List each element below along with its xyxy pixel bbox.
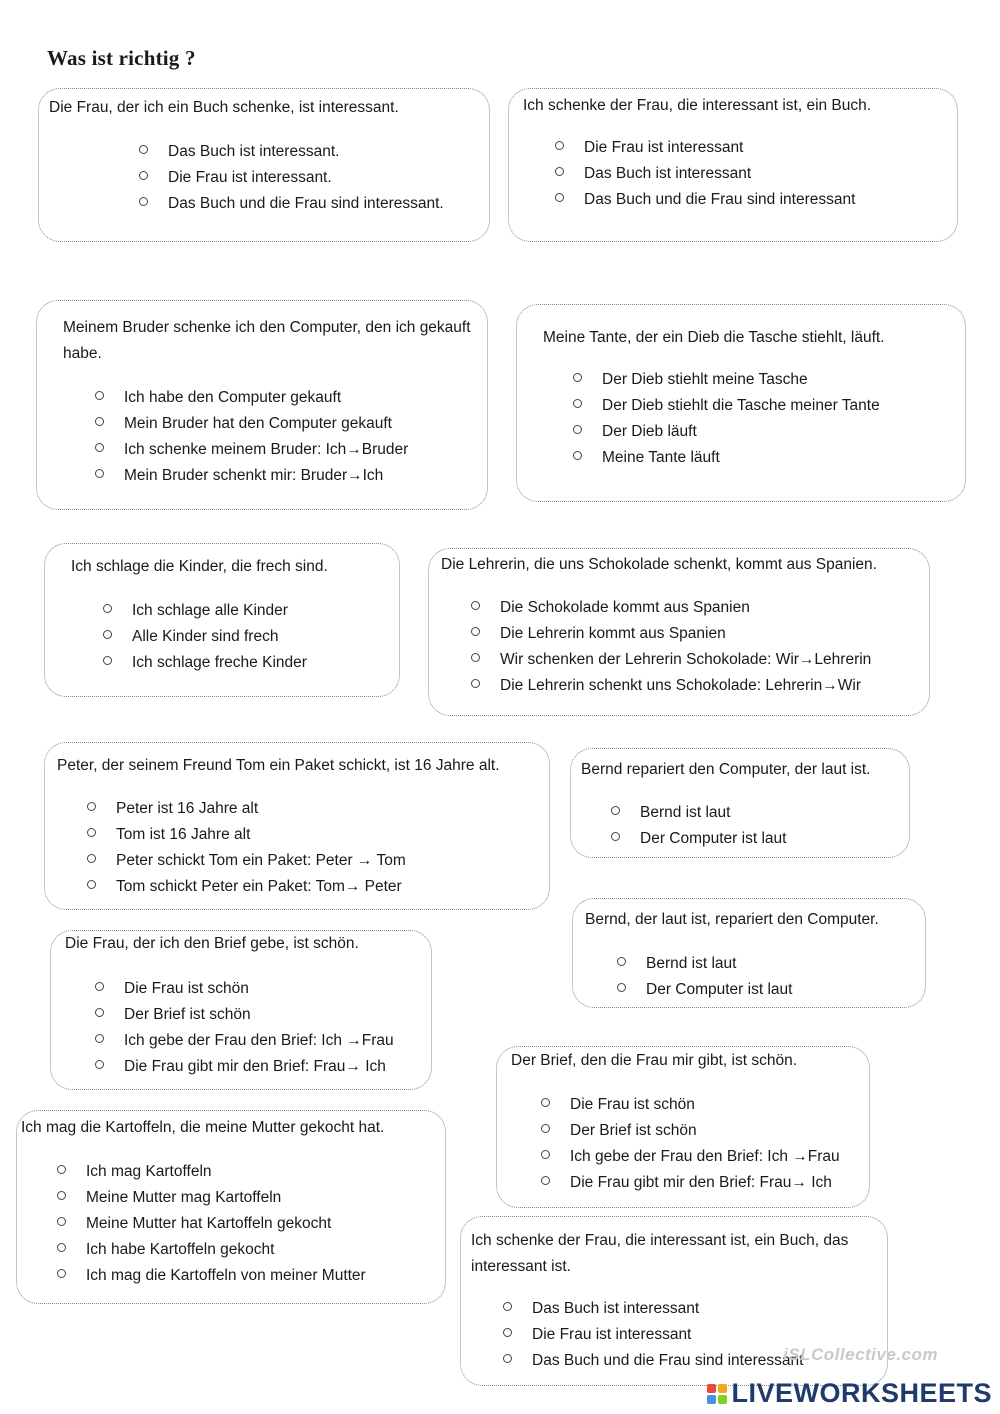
radio-circle-icon[interactable] [103, 656, 112, 665]
radio-circle-icon[interactable] [103, 630, 112, 639]
option-label: Das Buch ist interessant. [168, 143, 340, 160]
radio-circle-icon[interactable] [573, 373, 582, 382]
answer-option[interactable] [57, 1263, 366, 1289]
answer-option[interactable] [471, 621, 871, 647]
question-text: Ich schenke der Frau, die interessant ist, ein Buch, das interessant ist. [471, 1232, 849, 1275]
option-label: Die Frau ist interessant [584, 139, 744, 156]
answer-option[interactable] [95, 385, 408, 411]
option-label: Die Frau ist interessant [532, 1326, 692, 1343]
option-list [139, 139, 444, 217]
option-label: Ich schenke meinem Bruder: Ich→Bruder [124, 441, 409, 458]
radio-circle-icon[interactable] [103, 604, 112, 613]
radio-circle-icon[interactable] [95, 1034, 104, 1043]
watermark: iSLCollective.com [783, 1345, 938, 1364]
radio-circle-icon[interactable] [611, 832, 620, 841]
question-card [516, 304, 966, 502]
radio-circle-icon[interactable] [471, 627, 480, 636]
option-label: Das Buch ist interessant [532, 1300, 700, 1317]
answer-option[interactable] [617, 977, 792, 1003]
answer-option[interactable] [573, 445, 880, 471]
question-text: Ich mag die Kartoffeln, die meine Mutter gekocht hat. [21, 1119, 385, 1136]
answer-option[interactable] [95, 1002, 394, 1028]
answer-option[interactable] [471, 647, 871, 673]
question-text: Ich schlage die Kinder, die frech sind. [71, 558, 328, 575]
question-card [50, 930, 432, 1090]
logo-square-3 [707, 1395, 716, 1404]
radio-circle-icon[interactable] [617, 983, 626, 992]
question-card [508, 88, 958, 242]
question-text: Die Frau, der ich den Brief gebe, ist schön. [65, 935, 359, 952]
option-list [57, 1159, 366, 1289]
question-card [572, 898, 926, 1008]
option-label: Die Lehrerin schenkt uns Schokolade: Lehrerin→Wir [500, 677, 861, 694]
question-card [570, 748, 910, 858]
option-label: Tom schickt Peter ein Paket: Tom→ Peter [116, 878, 402, 895]
answer-option[interactable] [503, 1322, 803, 1348]
option-label: Der Dieb läuft [602, 423, 697, 440]
option-list [503, 1296, 803, 1374]
answer-option[interactable] [95, 976, 394, 1002]
question-text: Der Brief, den die Frau mir gibt, ist schön. [511, 1052, 798, 1069]
option-label: Die Frau ist schön [570, 1096, 695, 1113]
answer-option[interactable] [139, 191, 444, 217]
option-label: Ich habe den Computer gekauft [124, 389, 342, 406]
answer-option[interactable] [103, 598, 307, 624]
option-label: Der Brief ist schön [124, 1006, 251, 1023]
option-label: Peter ist 16 Jahre alt [116, 800, 259, 817]
question-card [44, 543, 400, 697]
question-card [44, 742, 550, 910]
option-label: Das Buch ist interessant [584, 165, 752, 182]
radio-circle-icon[interactable] [95, 1008, 104, 1017]
radio-circle-icon[interactable] [617, 957, 626, 966]
option-label: Der Brief ist schön [570, 1122, 697, 1139]
option-label: Die Lehrerin kommt aus Spanien [500, 625, 726, 642]
option-label: Die Frau ist schön [124, 980, 249, 997]
logo-square-2 [718, 1384, 727, 1393]
radio-circle-icon[interactable] [57, 1217, 66, 1226]
radio-circle-icon[interactable] [57, 1191, 66, 1200]
option-list [87, 796, 406, 900]
radio-circle-icon[interactable] [87, 802, 96, 811]
option-list [471, 595, 871, 699]
radio-circle-icon[interactable] [95, 1060, 104, 1069]
answer-option[interactable] [57, 1159, 366, 1185]
radio-circle-icon[interactable] [541, 1176, 550, 1185]
option-label: Ich habe Kartoffeln gekocht [86, 1241, 275, 1258]
answer-option[interactable] [611, 826, 786, 852]
answer-option[interactable] [103, 624, 307, 650]
radio-circle-icon[interactable] [573, 425, 582, 434]
question-text: Peter, der seinem Freund Tom ein Paket schickt, ist 16 Jahre alt. [57, 757, 500, 774]
option-label: Die Frau gibt mir den Brief: Frau→ Ich [570, 1174, 832, 1191]
option-list [103, 598, 307, 676]
option-label: Meine Tante läuft [602, 449, 720, 466]
brand-logo-icon [707, 1384, 727, 1404]
answer-option[interactable] [555, 135, 855, 161]
option-list [573, 367, 880, 471]
answer-option[interactable] [57, 1211, 366, 1237]
answer-option[interactable] [555, 161, 855, 187]
answer-option[interactable] [95, 1054, 394, 1080]
option-label: Meine Mutter mag Kartoffeln [86, 1189, 282, 1206]
option-label: Der Dieb stiehlt meine Tasche [602, 371, 808, 388]
brand-name: LIVEWORKSHEETS [731, 1378, 992, 1408]
radio-circle-icon[interactable] [555, 167, 564, 176]
radio-circle-icon[interactable] [87, 854, 96, 863]
option-label: Meine Mutter hat Kartoffeln gekocht [86, 1215, 332, 1232]
answer-option[interactable] [555, 187, 855, 213]
option-label: Ich mag die Kartoffeln von meiner Mutter [86, 1267, 366, 1284]
answer-option[interactable] [573, 419, 880, 445]
answer-option[interactable] [471, 595, 871, 621]
question-text: Die Frau, der ich ein Buch schenke, ist interessant. [49, 99, 399, 116]
answer-option[interactable] [87, 848, 406, 874]
answer-option[interactable] [541, 1144, 840, 1170]
question-card [496, 1046, 870, 1208]
radio-circle-icon[interactable] [471, 653, 480, 662]
radio-circle-icon[interactable] [541, 1098, 550, 1107]
answer-option[interactable] [95, 437, 408, 463]
answer-option[interactable] [611, 800, 786, 826]
question-text: Bernd, der laut ist, repariert den Computer. [585, 911, 879, 928]
answer-option[interactable] [503, 1348, 803, 1374]
radio-circle-icon[interactable] [139, 145, 148, 154]
option-label: Ich schlage alle Kinder [132, 602, 288, 619]
option-label: Das Buch und die Frau sind interessant. [168, 195, 444, 212]
option-label: Mein Bruder hat den Computer gekauft [124, 415, 392, 432]
radio-circle-icon[interactable] [503, 1354, 512, 1363]
radio-circle-icon[interactable] [471, 601, 480, 610]
question-text: Die Lehrerin, die uns Schokolade schenkt, kommt aus Spanien. [441, 556, 877, 573]
answer-option[interactable] [503, 1296, 803, 1322]
option-label: Die Frau gibt mir den Brief: Frau→ Ich [124, 1058, 386, 1075]
question-text: Bernd repariert den Computer, der laut ist. [581, 761, 871, 778]
radio-circle-icon[interactable] [541, 1124, 550, 1133]
answer-option[interactable] [95, 463, 408, 489]
option-label: Mein Bruder schenkt mir: Bruder→Ich [124, 467, 384, 484]
answer-option[interactable] [573, 367, 880, 393]
answer-option[interactable] [87, 796, 406, 822]
radio-circle-icon[interactable] [95, 417, 104, 426]
question-card [16, 1110, 446, 1304]
option-label: Bernd ist laut [646, 955, 737, 972]
radio-circle-icon[interactable] [139, 197, 148, 206]
radio-circle-icon[interactable] [87, 880, 96, 889]
radio-circle-icon[interactable] [87, 828, 96, 837]
option-label: Tom ist 16 Jahre alt [116, 826, 251, 843]
answer-option[interactable] [139, 139, 444, 165]
question-text: Meinem Bruder schenke ich den Computer, den ich gekauft habe. [63, 319, 471, 362]
radio-circle-icon[interactable] [611, 806, 620, 815]
radio-circle-icon[interactable] [573, 399, 582, 408]
option-label: Ich schlage freche Kinder [132, 654, 307, 671]
brand-logo[interactable] [707, 1378, 992, 1409]
option-label: Peter schickt Tom ein Paket: Peter → Tom [116, 852, 406, 869]
option-label: Der Computer ist laut [640, 830, 787, 847]
option-list [541, 1092, 840, 1196]
answer-option[interactable] [471, 673, 871, 699]
answer-option[interactable] [87, 822, 406, 848]
radio-circle-icon[interactable] [503, 1328, 512, 1337]
option-label: Der Dieb stiehlt die Tasche meiner Tante [602, 397, 880, 414]
radio-circle-icon[interactable] [139, 171, 148, 180]
radio-circle-icon[interactable] [503, 1302, 512, 1311]
answer-option[interactable] [103, 650, 307, 676]
radio-circle-icon[interactable] [555, 193, 564, 202]
logo-square-4 [718, 1395, 727, 1404]
option-list [611, 800, 786, 852]
answer-option[interactable] [617, 951, 792, 977]
answer-option[interactable] [95, 411, 408, 437]
option-label: Das Buch und die Frau sind interessant [532, 1352, 804, 1369]
radio-circle-icon[interactable] [541, 1150, 550, 1159]
answer-option[interactable] [87, 874, 406, 900]
answer-option[interactable] [139, 165, 444, 191]
option-label: Die Schokolade kommt aus Spanien [500, 599, 750, 616]
radio-circle-icon[interactable] [471, 679, 480, 688]
option-label: Wir schenken der Lehrerin Schokolade: Wir→Lehrerin [500, 651, 872, 668]
radio-circle-icon[interactable] [57, 1243, 66, 1252]
option-list [555, 135, 855, 213]
option-label: Die Frau ist interessant. [168, 169, 332, 186]
option-label: Ich gebe der Frau den Brief: Ich →Frau [124, 1032, 394, 1049]
option-list [95, 976, 394, 1080]
radio-circle-icon[interactable] [95, 391, 104, 400]
radio-circle-icon[interactable] [95, 982, 104, 991]
option-label: Das Buch und die Frau sind interessant [584, 191, 856, 208]
radio-circle-icon[interactable] [573, 451, 582, 460]
option-label: Alle Kinder sind frech [132, 628, 279, 645]
radio-circle-icon[interactable] [555, 141, 564, 150]
option-label: Bernd ist laut [640, 804, 731, 821]
answer-option[interactable] [95, 1028, 394, 1054]
radio-circle-icon[interactable] [57, 1269, 66, 1278]
question-text: Ich schenke der Frau, die interessant ist, ein Buch. [523, 97, 872, 114]
option-list [95, 385, 408, 489]
answer-option[interactable] [57, 1237, 366, 1263]
option-list [617, 951, 792, 1003]
answer-option[interactable] [541, 1092, 840, 1118]
radio-circle-icon[interactable] [95, 443, 104, 452]
answer-option[interactable] [57, 1185, 366, 1211]
answer-option[interactable] [541, 1118, 840, 1144]
option-label: Der Computer ist laut [646, 981, 793, 998]
page-title: Was ist richtig ? [47, 46, 196, 70]
radio-circle-icon[interactable] [57, 1165, 66, 1174]
question-card [38, 88, 490, 242]
question-card [36, 300, 488, 510]
option-label: Ich gebe der Frau den Brief: Ich →Frau [570, 1148, 840, 1165]
radio-circle-icon[interactable] [95, 469, 104, 478]
question-text: Meine Tante, der ein Dieb die Tasche stiehlt, läuft. [543, 329, 885, 346]
option-label: Ich mag Kartoffeln [86, 1163, 212, 1180]
question-card [428, 548, 930, 716]
logo-square-1 [707, 1384, 716, 1393]
answer-option[interactable] [573, 393, 880, 419]
answer-option[interactable] [541, 1170, 840, 1196]
